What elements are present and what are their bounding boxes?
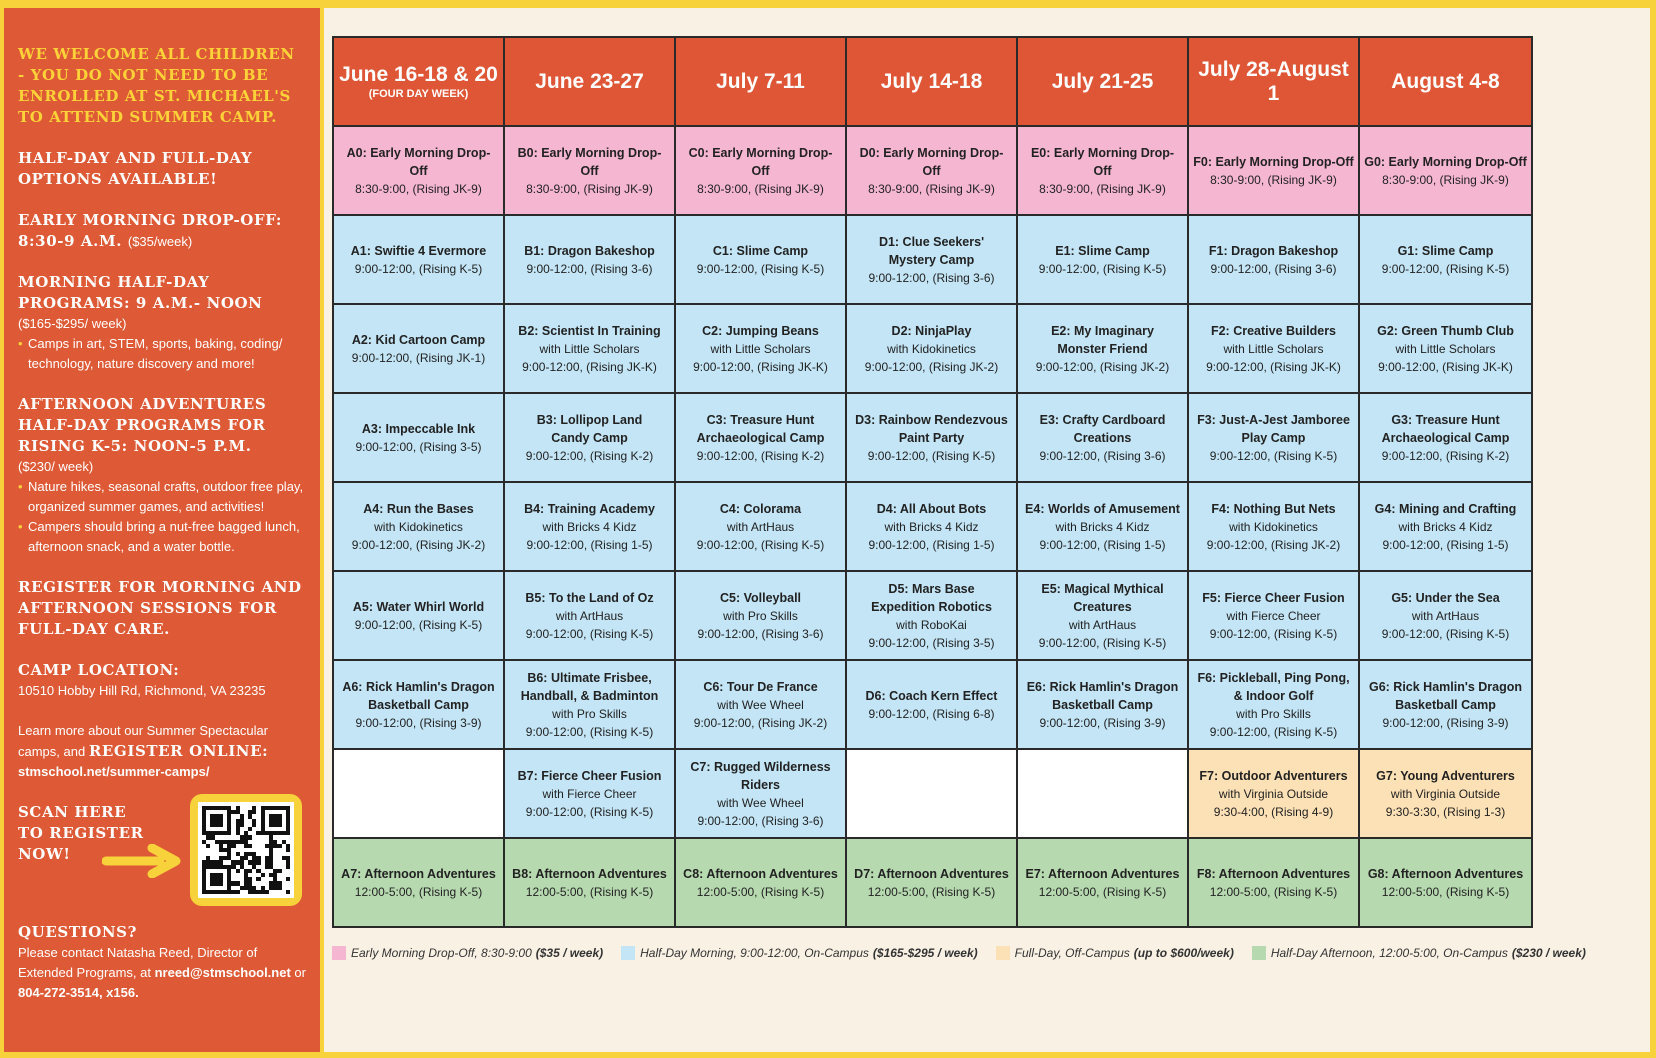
camp-detail: 9:00-12:00, (Rising K-5) (1381, 626, 1510, 641)
camp-cell[interactable] (1017, 215, 1188, 304)
camp-title: B5: To the Land of Oz (525, 590, 654, 605)
week-header (504, 37, 675, 126)
camp-title: Creations (1073, 430, 1132, 445)
camp-cell[interactable] (504, 304, 675, 393)
schedule-row (333, 126, 1532, 215)
week-label: July 28-August 1 (1198, 57, 1349, 105)
camp-detail: 12:00-5:00, (Rising K-5) (354, 884, 483, 899)
camp-title: D7: Afternoon Adventures (854, 866, 1009, 881)
camp-cell[interactable] (504, 660, 675, 749)
camp-title: A7: Afternoon Adventures (341, 866, 496, 881)
camp-title: Basketball Camp (1052, 697, 1153, 712)
legend-text: Half-Day Afternoon, 12:00-5:00, On-Campus (1270, 946, 1508, 960)
camp-title: G3: Treasure Hunt (1391, 412, 1500, 427)
camp-detail: 9:00-12:00, (Rising 3-6) (1210, 261, 1337, 276)
camp-cell[interactable] (675, 660, 846, 749)
camp-detail: with ArtHaus (726, 519, 795, 534)
camp-cell[interactable] (333, 304, 504, 393)
legend-price: ($165-$295 / week) (872, 946, 978, 960)
camp-title: D2: NinjaPlay (891, 323, 972, 338)
camp-title: Paint Party (898, 430, 965, 445)
afternoon-bullet: • Campers should bring a nut-free bagged lunch, afternoon snack, and a water bottle. (18, 517, 306, 557)
camp-title: F1: Dragon Bakeshop (1208, 243, 1339, 258)
camp-title: C3: Treasure Hunt (706, 412, 815, 427)
camp-title: C5: Volleyball (719, 590, 802, 605)
camp-title: B4: Training Academy (524, 501, 655, 516)
camp-detail: 9:00-12:00, (Rising 3-9) (1039, 715, 1166, 730)
legend-item (621, 946, 978, 960)
camp-detail: 9:00-12:00, (Rising 1-5) (868, 537, 995, 552)
camp-title: C6: Tour De France (703, 679, 818, 694)
camp-cell[interactable] (846, 660, 1017, 749)
schedule-row (333, 571, 1532, 660)
camp-title: Archaeological Camp (1381, 430, 1510, 445)
empty-cell (846, 749, 1017, 838)
camp-cell[interactable] (1359, 215, 1532, 304)
register-url-link[interactable]: stmschool.net/summer-camps/ (18, 764, 210, 779)
camp-title: B1: Dragon Bakeshop (524, 243, 655, 258)
camp-detail: 8:30-9:00, (Rising JK-9) (868, 181, 995, 196)
camp-title: C0: Early Morning Drop-Off (688, 145, 833, 178)
week-label: July 7-11 (716, 69, 805, 93)
camp-title: E0: Early Morning Drop-Off (1030, 145, 1175, 178)
camp-detail: 9:00-12:00, (Rising 3-5) (355, 439, 482, 454)
camp-detail: with Pro Skills (552, 706, 627, 721)
camp-detail: 9:00-12:00, (Rising K-5) (525, 626, 654, 641)
camp-title: F2: Creative Builders (1210, 323, 1337, 338)
camp-title: F8: Afternoon Adventures (1196, 866, 1351, 881)
afternoon-bullet: • Nature hikes, seasonal crafts, outdoor free play, organized summer games, and activities! (18, 477, 306, 517)
week-header (333, 37, 504, 126)
email-link[interactable]: nreed@stmschool.net (154, 965, 291, 980)
camp-detail: 9:00-12:00, (Rising JK-2) (1035, 359, 1170, 374)
camp-cell[interactable] (504, 571, 675, 660)
camp-cell[interactable] (846, 215, 1017, 304)
camp-title: A1: Swiftie 4 Evermore (350, 243, 487, 258)
camp-cell[interactable] (1017, 126, 1188, 215)
phone-link[interactable]: 804-272-3514, x156. (18, 985, 139, 1000)
camp-title: B0: Early Morning Drop-Off (517, 145, 662, 178)
camp-title: Archaeological Camp (696, 430, 825, 445)
camp-cell[interactable] (846, 126, 1017, 215)
schedule-row (333, 749, 1532, 838)
camp-cell[interactable] (1188, 660, 1359, 749)
camp-cell[interactable] (675, 304, 846, 393)
camp-detail: 9:30-3:30, (Rising 1-3) (1385, 804, 1506, 819)
camp-cell[interactable] (1017, 393, 1188, 482)
camp-detail: with Virginia Outside (1390, 786, 1501, 801)
week-label: June 16-18 & 20 (339, 62, 498, 86)
camp-detail: with RoboKai (896, 617, 967, 632)
camp-cell[interactable] (333, 838, 504, 927)
camp-detail: 9:00-12:00, (Rising JK-2) (351, 537, 486, 552)
camp-detail: with ArtHaus (555, 608, 624, 623)
register-heading: REGISTER FOR MORNING AND AFTERNOON SESSIONS FOR FULL-DAY CARE. (18, 578, 302, 638)
camp-cell[interactable] (504, 482, 675, 571)
camp-cell[interactable] (333, 482, 504, 571)
camp-title: E4: Worlds of Amusement (1025, 501, 1180, 516)
week-header (1188, 37, 1359, 126)
legend-swatch (1252, 946, 1266, 960)
scan-heading: SCAN HERE TO REGISTER NOW! (18, 803, 144, 863)
camp-title: F3: Just-A-Jest Jamboree (1197, 412, 1350, 427)
qr-code-frame[interactable] (190, 794, 302, 906)
camp-title: Monster Friend (1057, 341, 1148, 356)
camp-detail: 9:00-12:00, (Rising K-5) (1038, 635, 1167, 650)
camp-title: G0: Early Morning Drop-Off (1364, 154, 1527, 169)
camp-cell[interactable] (675, 749, 846, 838)
camp-detail: 9:00-12:00, (Rising K-5) (867, 448, 996, 463)
info-sidebar (4, 8, 320, 1052)
camp-title: B6: Ultimate Frisbee, (527, 670, 652, 685)
camp-cell[interactable] (1188, 482, 1359, 571)
camp-detail: 9:00-12:00, (Rising K-5) (1209, 626, 1338, 641)
camp-title: B2: Scientist In Training (518, 323, 661, 338)
camp-title: E2: My Imaginary (1051, 323, 1154, 338)
camp-cell[interactable] (1359, 393, 1532, 482)
camp-title: E3: Crafty Cardboard (1039, 412, 1166, 427)
camp-cell[interactable] (333, 215, 504, 304)
camp-cell[interactable] (1359, 304, 1532, 393)
afternoon-heading: AFTERNOON ADVENTURES HALF-DAY PROGRAMS FOR RISING K-5: NOON-5 P.M. (18, 395, 267, 455)
camp-cell[interactable] (333, 571, 504, 660)
camp-detail: 9:00-12:00, (Rising K-2) (1381, 448, 1510, 463)
legend-text: Half-Day Morning, 9:00-12:00, On-Campus (640, 946, 869, 960)
camp-title: G2: Green Thumb Club (1377, 323, 1514, 338)
camp-detail: with Wee Wheel (717, 697, 804, 712)
camp-title: C4: Colorama (719, 501, 802, 516)
camp-detail: 12:00-5:00, (Rising K-5) (1209, 884, 1338, 899)
camp-title: F0: Early Morning Drop-Off (1193, 154, 1354, 169)
camp-title: G4: Mining and Crafting (1374, 501, 1517, 516)
arrow-right-icon (102, 844, 186, 878)
camp-title: G1: Slime Camp (1397, 243, 1494, 258)
camp-cell[interactable] (1017, 304, 1188, 393)
camp-detail: 9:00-12:00, (Rising 3-6) (1039, 448, 1166, 463)
camp-detail: 8:30-9:00, (Rising JK-9) (526, 181, 653, 196)
morning-heading: MORNING HALF-DAY PROGRAMS: 9 A.M.- NOON (18, 273, 263, 312)
camp-cell[interactable] (1017, 571, 1188, 660)
location-heading: CAMP LOCATION: (18, 661, 180, 679)
camp-detail: 12:00-5:00, (Rising K-5) (696, 884, 825, 899)
camp-detail: 9:00-12:00, (Rising K-5) (525, 804, 654, 819)
camp-title: D3: Rainbow Rendezvous (855, 412, 1008, 427)
camp-cell[interactable] (675, 482, 846, 571)
camp-title: B8: Afternoon Adventures (512, 866, 667, 881)
camp-title: Handball, & Badminton (520, 688, 659, 703)
camp-title: Expedition Robotics (871, 599, 992, 614)
color-legend (332, 942, 1586, 964)
camp-detail: 9:00-12:00, (Rising K-2) (696, 448, 825, 463)
camp-title: A0: Early Morning Drop-Off (346, 145, 491, 178)
camp-detail: with ArtHaus (1411, 608, 1480, 623)
camp-cell[interactable] (1188, 126, 1359, 215)
camp-detail: with Bricks 4 Kidz (542, 519, 637, 534)
schedule-panel (324, 8, 1650, 1052)
camp-title: C7: Rugged Wilderness Riders (690, 759, 831, 792)
legend-price: ($230 / week) (1511, 946, 1586, 960)
location-address: 10510 Hobby Hill Rd, Richmond, VA 23235 (18, 683, 266, 698)
camp-cell[interactable] (504, 749, 675, 838)
empty-cell (1017, 749, 1188, 838)
camp-title: A3: Impeccable Ink (361, 421, 476, 436)
camp-detail: 9:00-12:00, (Rising JK-K) (1378, 359, 1513, 374)
afternoon-price: ($230/ week) (18, 459, 94, 474)
questions-heading: QUESTIONS? (18, 923, 137, 941)
camp-detail: 9:00-12:00, (Rising 1-5) (1039, 537, 1166, 552)
week-label: July 14-18 (880, 69, 983, 93)
camp-title: B3: Lollipop Land (536, 412, 643, 427)
camp-cell[interactable] (846, 838, 1017, 927)
camp-title: D4: All About Bots (876, 501, 987, 516)
camp-title: B7: Fierce Cheer Fusion (517, 768, 662, 783)
week-note: (FOUR DAY WEEK) (368, 87, 469, 100)
camp-title: E6: Rick Hamlin's Dragon (1026, 679, 1179, 694)
camp-detail: 8:30-9:00, (Rising JK-9) (1210, 172, 1337, 187)
legend-text: Early Morning Drop-Off, 8:30-9:00 (351, 946, 532, 960)
camp-detail: with Bricks 4 Kidz (1398, 519, 1493, 534)
camp-detail: 9:00-12:00, (Rising K-5) (696, 537, 825, 552)
camp-cell[interactable] (675, 393, 846, 482)
week-header-row (333, 37, 1532, 126)
camp-detail: 9:00-12:00, (Rising 3-5) (868, 635, 995, 650)
camp-detail: 8:30-9:00, (Rising JK-9) (1382, 172, 1509, 187)
camp-detail: with Virginia Outside (1218, 786, 1329, 801)
camp-detail: 9:00-12:00, (Rising 6-8) (868, 706, 995, 721)
camp-cell[interactable] (1188, 749, 1359, 838)
camp-cell[interactable] (1188, 304, 1359, 393)
legend-price: ($35 / week) (535, 946, 604, 960)
legend-swatch (996, 946, 1010, 960)
early-dropoff-price: ($35/week) (127, 234, 193, 249)
camp-detail: 9:00-12:00, (Rising K-2) (525, 448, 654, 463)
camp-schedule-table (332, 36, 1533, 928)
camp-detail: with ArtHaus (1068, 617, 1137, 632)
camp-cell[interactable] (675, 126, 846, 215)
legend-price: (up to $600/week) (1133, 946, 1234, 960)
legend-swatch (621, 946, 635, 960)
week-label: July 21-25 (1051, 69, 1154, 93)
camp-title: Candy Camp (551, 430, 628, 445)
camp-title: D0: Early Morning Drop-Off (859, 145, 1004, 178)
camp-detail: 9:00-12:00, (Rising 1-5) (1382, 537, 1509, 552)
camp-title: D5: Mars Base (888, 581, 975, 596)
legend-text: Full-Day, Off-Campus (1014, 946, 1130, 960)
camp-detail: 9:30-4:00, (Rising 4-9) (1213, 804, 1334, 819)
camp-title: C8: Afternoon Adventures (683, 866, 838, 881)
camp-title: G6: Rick Hamlin's Dragon (1368, 679, 1522, 694)
camp-cell[interactable] (675, 571, 846, 660)
week-header (846, 37, 1017, 126)
camp-title: F7: Outdoor Adventurers (1199, 768, 1348, 783)
camp-cell[interactable] (846, 482, 1017, 571)
camp-cell[interactable] (1017, 838, 1188, 927)
camp-cell[interactable] (1359, 660, 1532, 749)
camp-detail: with Bricks 4 Kidz (884, 519, 979, 534)
register-online-label: REGISTER ONLINE: (88, 742, 269, 760)
camp-detail: 9:00-12:00, (Rising 3-9) (1382, 715, 1509, 730)
camp-detail: 9:00-12:00, (Rising K-5) (525, 724, 654, 739)
legend-item (996, 946, 1234, 960)
options-heading: HALF-DAY AND FULL-DAY OPTIONS AVAILABLE! (18, 149, 253, 188)
legend-item (332, 946, 603, 960)
camp-title: Play Camp (1241, 430, 1306, 445)
camp-detail: with Kidokinetics (887, 341, 976, 356)
camp-title: G8: Afternoon Adventures (1367, 866, 1524, 881)
camp-detail: 9:00-12:00, (Rising JK-K) (522, 359, 657, 374)
camp-detail: 9:00-12:00, (Rising K-5) (1209, 448, 1338, 463)
morning-bullet: • Camps in art, STEM, sports, baking, coding/ technology, nature discovery and more! (18, 334, 306, 374)
camp-title: E1: Slime Camp (1055, 243, 1150, 258)
camp-cell[interactable] (1188, 838, 1359, 927)
camp-cell[interactable] (1359, 482, 1532, 571)
camp-detail: 9:00-12:00, (Rising K-5) (1038, 261, 1167, 276)
week-header (1359, 37, 1532, 126)
learn-more-label: Learn more about our Summer Spectacular camps, and (18, 723, 269, 759)
camp-detail: 9:00-12:00, (Rising JK-2) (864, 359, 999, 374)
camp-title: C2: Jumping Beans (702, 323, 819, 338)
camp-title: & Indoor Golf (1233, 688, 1314, 703)
camp-detail: 9:00-12:00, (Rising K-5) (696, 261, 825, 276)
camp-detail: with Kidokinetics (374, 519, 463, 534)
early-dropoff-heading (18, 210, 306, 252)
camp-detail: with Little Scholars (710, 341, 811, 356)
camp-detail: with Little Scholars (1395, 341, 1496, 356)
camp-detail: 12:00-5:00, (Rising K-5) (525, 884, 654, 899)
camp-title: A6: Rick Hamlin's Dragon (342, 679, 495, 694)
camp-title: E5: Magical Mythical Creatures (1041, 581, 1164, 614)
camp-title: F6: Pickleball, Ping Pong, (1197, 670, 1350, 685)
week-label: June 23-27 (535, 69, 644, 93)
camp-cell[interactable] (504, 393, 675, 482)
camp-cell[interactable] (333, 126, 504, 215)
schedule-row (333, 660, 1532, 749)
schedule-row (333, 482, 1532, 571)
camp-detail: with Bricks 4 Kidz (1055, 519, 1150, 534)
schedule-row (333, 304, 1532, 393)
camp-title: A4: Run the Bases (363, 501, 474, 516)
camp-cell[interactable] (1188, 215, 1359, 304)
camp-detail: with Fierce Cheer (542, 786, 637, 801)
schedule-row (333, 838, 1532, 927)
camp-detail: 9:00-12:00, (Rising JK-K) (1206, 359, 1341, 374)
camp-cell[interactable] (1359, 838, 1532, 927)
week-label: August 4-8 (1391, 69, 1500, 93)
welcome-heading: WE WELCOME ALL CHILDREN - YOU DO NOT NEED TO BE ENROLLED AT ST. MICHAEL'S TO ATTEND SUMMER CAMP. (18, 45, 295, 126)
schedule-row (333, 215, 1532, 304)
camp-cell[interactable] (333, 393, 504, 482)
camp-cell[interactable] (504, 215, 675, 304)
camp-cell[interactable] (1188, 393, 1359, 482)
camp-detail: 9:00-12:00, (Rising JK-2) (1206, 537, 1341, 552)
camp-title: A2: Kid Cartoon Camp (351, 332, 486, 347)
camp-detail: with Wee Wheel (717, 795, 804, 810)
camp-detail: with Pro Skills (723, 608, 798, 623)
legend-item (1252, 946, 1586, 960)
scan-section (18, 794, 306, 912)
empty-cell (333, 749, 504, 838)
camp-detail: 9:00-12:00, (Rising K-5) (1381, 261, 1510, 276)
camp-title: D1: Clue Seekers' (878, 234, 985, 249)
week-header (675, 37, 846, 126)
learn-more-text (18, 721, 306, 762)
camp-detail: 9:00-12:00, (Rising 3-6) (697, 626, 824, 641)
camp-cell[interactable] (1017, 482, 1188, 571)
camp-title: F5: Fierce Cheer Fusion (1202, 590, 1345, 605)
camp-title: Basketball Camp (1395, 697, 1496, 712)
camp-cell[interactable] (675, 838, 846, 927)
camp-detail: 12:00-5:00, (Rising K-5) (1038, 884, 1167, 899)
camp-cell[interactable] (504, 126, 675, 215)
camp-detail: 9:00-12:00, (Rising JK-1) (351, 350, 486, 365)
questions-or: or (294, 965, 306, 980)
camp-detail: 9:00-12:00, (Rising 3-6) (526, 261, 653, 276)
camp-title: D6: Coach Kern Effect (865, 688, 998, 703)
camp-cell[interactable] (333, 660, 504, 749)
camp-title: A5: Water Whirl World (352, 599, 485, 614)
camp-title: G7: Young Adventurers (1376, 768, 1515, 783)
camp-cell[interactable] (846, 304, 1017, 393)
camp-detail: 12:00-5:00, (Rising K-5) (1381, 884, 1510, 899)
questions-text (18, 943, 306, 1003)
camp-cell[interactable] (675, 215, 846, 304)
camp-detail: 9:00-12:00, (Rising JK-2) (693, 715, 828, 730)
camp-cell[interactable] (1359, 749, 1532, 838)
camp-detail: 12:00-5:00, (Rising K-5) (867, 884, 996, 899)
camp-title: Basketball Camp (368, 697, 469, 712)
camp-title: C1: Slime Camp (712, 243, 809, 258)
camp-title: E7: Afternoon Adventures (1025, 866, 1180, 881)
camp-detail: 9:00-12:00, (Rising 1-5) (526, 537, 653, 552)
camp-detail: with Little Scholars (1223, 341, 1324, 356)
camp-detail: 9:00-12:00, (Rising JK-K) (693, 359, 828, 374)
camp-detail: 9:00-12:00, (Rising 3-6) (697, 813, 824, 828)
morning-price: ($165-$295/ week) (18, 316, 127, 331)
schedule-row (333, 393, 1532, 482)
camp-cell[interactable] (846, 393, 1017, 482)
camp-detail: with Little Scholars (539, 341, 640, 356)
camp-title: Mystery Camp (888, 252, 975, 267)
camp-cell[interactable] (1017, 660, 1188, 749)
camp-detail: 9:00-12:00, (Rising K-5) (1209, 724, 1338, 739)
camp-detail: 9:00-12:00, (Rising K-5) (354, 617, 483, 632)
camp-cell[interactable] (1359, 126, 1532, 215)
questions-contact: Please contact Natasha Reed, Director of Extended Programs, at (18, 945, 258, 980)
camp-detail: 8:30-9:00, (Rising JK-9) (697, 181, 824, 196)
camp-cell[interactable] (846, 571, 1017, 660)
camp-detail: 8:30-9:00, (Rising JK-9) (355, 181, 482, 196)
camp-cell[interactable] (1359, 571, 1532, 660)
camp-detail: with Fierce Cheer (1226, 608, 1321, 623)
camp-detail: with Pro Skills (1236, 706, 1311, 721)
camp-title: G5: Under the Sea (1391, 590, 1500, 605)
camp-detail: with Kidokinetics (1229, 519, 1318, 534)
camp-title: F4: Nothing But Nets (1211, 501, 1336, 516)
camp-detail: 9:00-12:00, (Rising 3-6) (868, 270, 995, 285)
legend-swatch (332, 946, 346, 960)
week-header (1017, 37, 1188, 126)
early-dropoff-title: EARLY MORNING DROP-OFF: 8:30-9 A.M. (18, 211, 283, 250)
camp-cell[interactable] (1188, 571, 1359, 660)
camp-detail: 9:00-12:00, (Rising 3-9) (355, 715, 482, 730)
camp-detail: 9:00-12:00, (Rising K-5) (354, 261, 483, 276)
camp-cell[interactable] (504, 838, 675, 927)
qr-code-icon[interactable] (198, 802, 294, 898)
camp-detail: 8:30-9:00, (Rising JK-9) (1039, 181, 1166, 196)
